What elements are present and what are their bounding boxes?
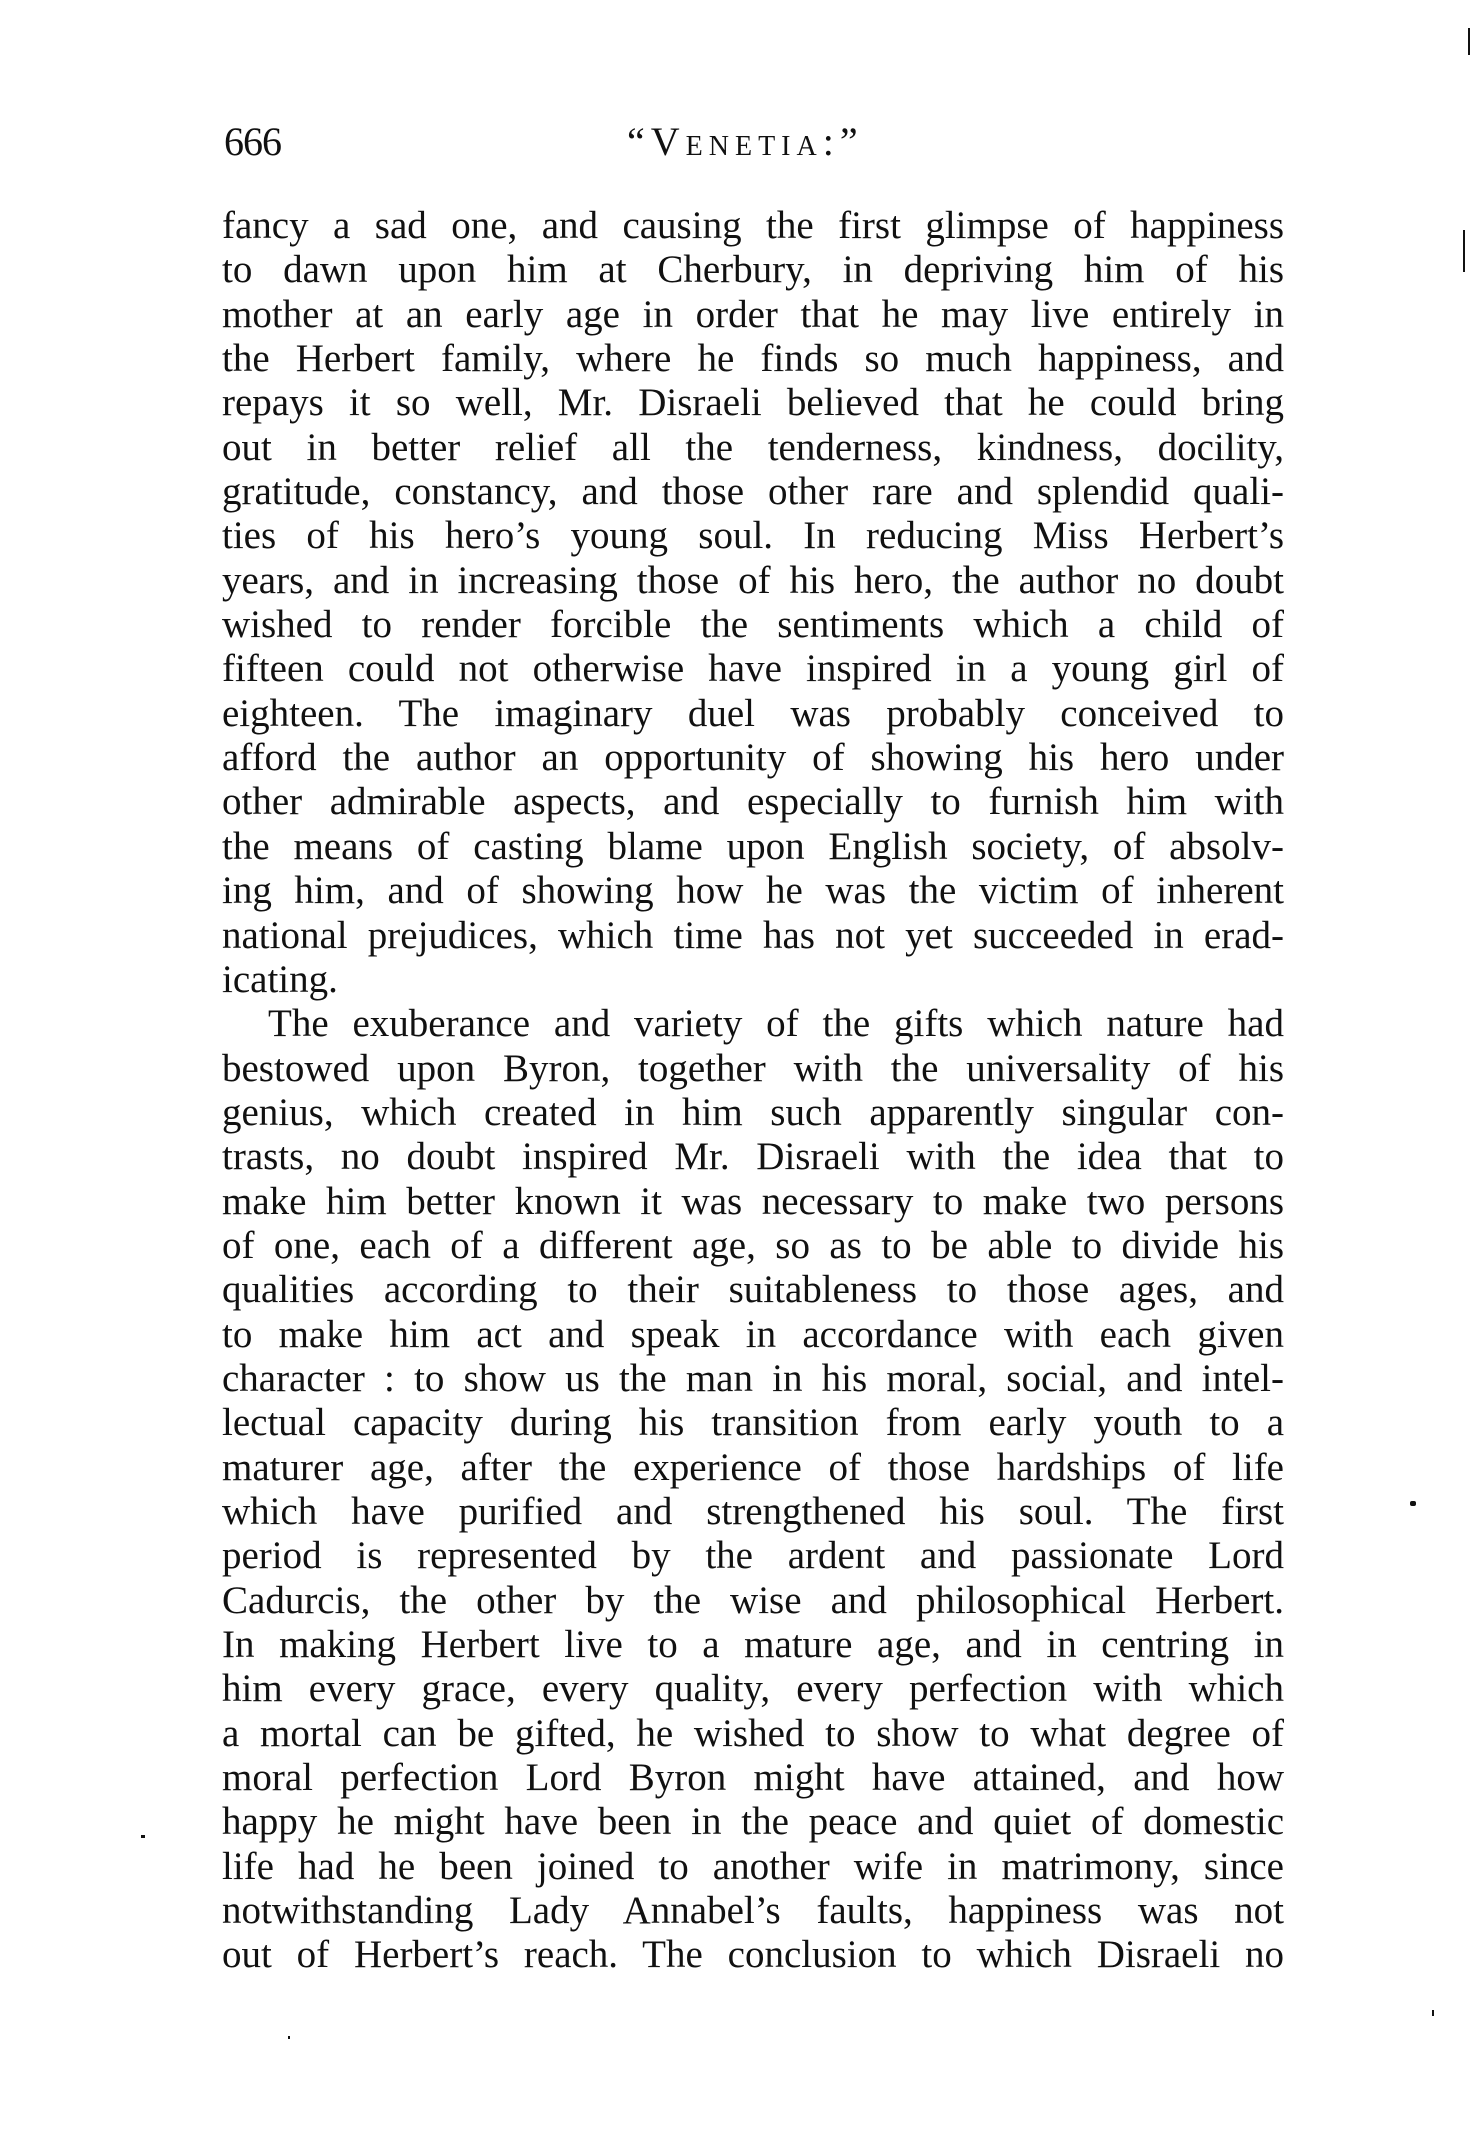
text-line: the Herbert family, where he finds so much happiness, and xyxy=(222,337,1284,381)
text-line: to dawn upon him at Cherbury, in depriving him of his xyxy=(222,248,1284,292)
text-line: bestowed upon Byron, together with the universality of his xyxy=(222,1046,1284,1090)
text-line: moral perfection Lord Byron might have attained, and how xyxy=(222,1756,1284,1800)
body-text xyxy=(222,204,1284,1978)
running-title: “Venetia:” xyxy=(627,119,864,164)
text-line: period is represented by the ardent and passionate Lord xyxy=(222,1534,1284,1578)
paragraph xyxy=(222,1002,1284,1978)
text-line: mother at an early age in order that he may live entirely in xyxy=(222,292,1284,336)
scan-speck-bottom-left xyxy=(288,2036,290,2039)
text-line: the means of casting blame upon English society, of absolv- xyxy=(222,824,1284,868)
scan-mark-right-edge xyxy=(1463,230,1465,272)
text-line: In making Herbert live to a mature age, and in centring in xyxy=(222,1623,1284,1666)
text-line: years, and in increasing those of his hero, the author no doubt xyxy=(222,558,1284,602)
scan-mark-top-right xyxy=(1468,28,1470,55)
scan-speck-right xyxy=(1410,1501,1416,1506)
text-line: Cadurcis, the other by the wise and philosophical Herbert. xyxy=(222,1578,1284,1622)
text-line: a mortal can be gifted, he wished to show to what degree of xyxy=(222,1711,1284,1755)
text-line: gratitude, constancy, and those other rare and splendid quali- xyxy=(222,470,1284,514)
paragraph-continued xyxy=(222,204,1284,1002)
text-line: notwithstanding Lady Annabel’s faults, happiness was not xyxy=(222,1889,1284,1933)
text-line-paragraph-start: The exuberance and variety of the gifts which nature had xyxy=(268,1002,1284,1046)
text-line: out in better relief all the tenderness, kindness, docility, xyxy=(222,425,1284,469)
text-line-paragraph-end: icating. xyxy=(222,957,338,1001)
text-line: genius, which created in him such apparently singular con- xyxy=(222,1090,1284,1134)
text-line: lectual capacity during his transition from early youth to a xyxy=(222,1401,1284,1445)
text-line: qualities according to their suitableness to those ages, and xyxy=(222,1268,1284,1312)
text-line: make him better known it was necessary to make two persons xyxy=(222,1179,1284,1223)
text-line: repays it so well, Mr. Disraeli believed that he could bring xyxy=(222,381,1284,425)
text-line: maturer age, after the experience of those hardships of life xyxy=(222,1445,1284,1489)
text-line: ties of his hero’s young soul. In reducing Miss Herbert’s xyxy=(222,514,1284,558)
text-line: him every grace, every quality, every perfection with which xyxy=(222,1667,1284,1711)
text-line: ing him, and of showing how he was the victim of inherent xyxy=(222,869,1284,913)
scan-speck-left xyxy=(141,1835,145,1838)
text-line: eighteen. The imaginary duel was probably conceived to xyxy=(222,691,1284,735)
text-line: afford the author an opportunity of showing his hero under xyxy=(222,736,1284,780)
text-line: fancy a sad one, and causing the first glimpse of happiness xyxy=(222,204,1284,247)
page-number: 666 xyxy=(224,119,281,164)
text-line: of one, each of a different age, so as to be able to divide his xyxy=(222,1223,1284,1267)
text-line: out of Herbert’s reach. The conclusion to which Disraeli no xyxy=(222,1933,1284,1977)
text-line: other admirable aspects, and especially to furnish him with xyxy=(222,780,1284,824)
text-line: to make him act and speak in accordance with each given xyxy=(222,1312,1284,1356)
text-line: fifteen could not otherwise have inspired in a young girl of xyxy=(222,647,1284,691)
text-line: wished to render forcible the sentiments which a child of xyxy=(222,603,1284,647)
text-line: life had he been joined to another wife in matrimony, since xyxy=(222,1844,1284,1888)
text-line: happy he might have been in the peace and quiet of domestic xyxy=(222,1800,1284,1844)
text-line: which have purified and strengthened his soul. The first xyxy=(222,1489,1284,1533)
text-line: character : to show us the man in his moral, social, and intel- xyxy=(222,1356,1284,1400)
scan-speck-bottom-right xyxy=(1432,2010,1434,2016)
text-line: trasts, no doubt inspired Mr. Disraeli with the idea that to xyxy=(222,1135,1284,1179)
running-head xyxy=(222,118,1284,166)
text-line: national prejudices, which time has not yet succeeded in erad- xyxy=(222,913,1284,957)
